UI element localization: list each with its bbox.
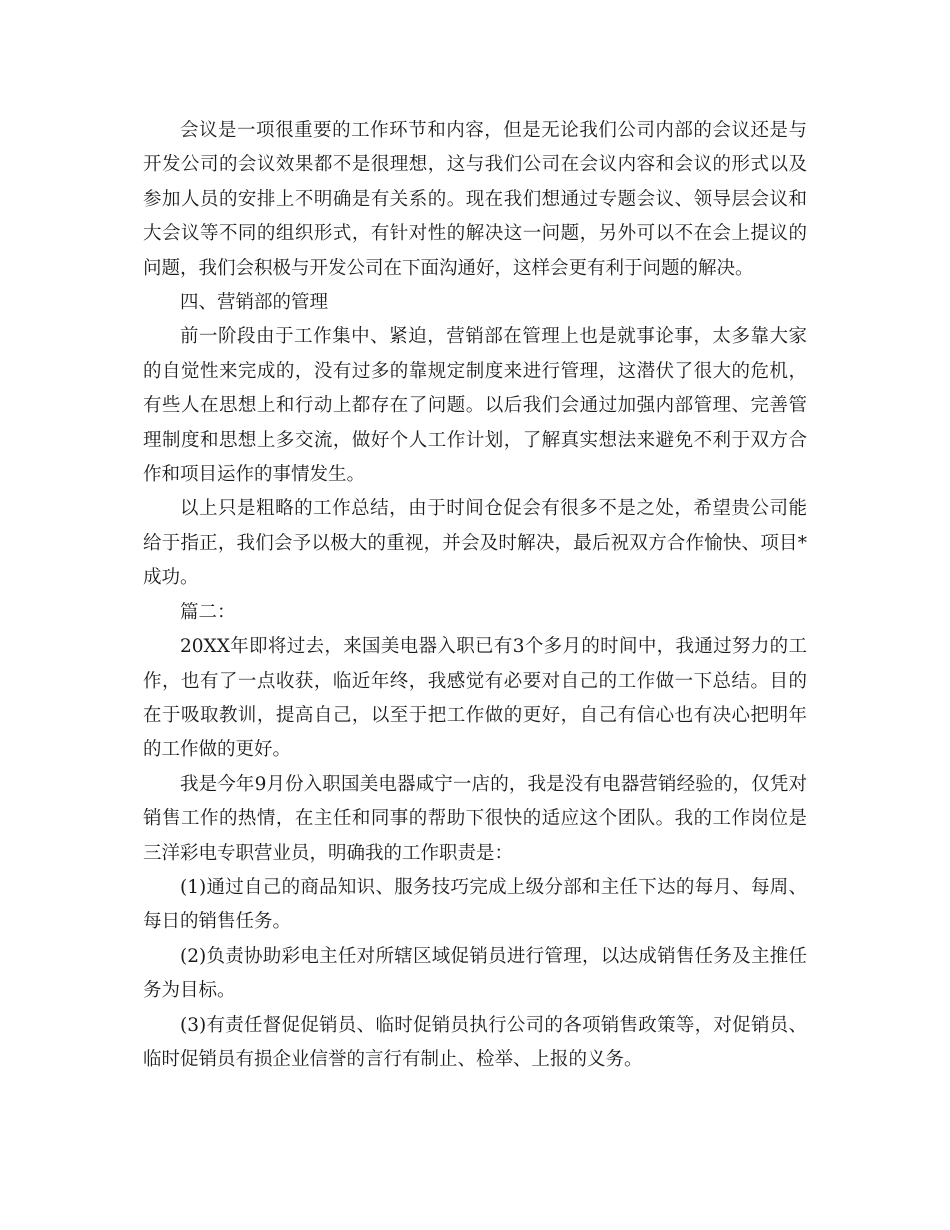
list-item-duty-1: (1)通过自己的商品知识、服务技巧完成上级分部和主任下达的每月、每周、每日的销售任务。	[143, 876, 807, 933]
paragraph-summary-closing: 以上只是粗略的工作总结，由于时间仓促会有很多不是之处，希望贵公司能给于指正，我们会予以极大的重视，并会及时解决，最后祝双方合作愉快、项目*成功。	[143, 498, 807, 589]
paragraph-year-intro: 20XX年即将过去，来国美电器入职已有3个多月的时间中，我通过努力的工作，也有了一点收获，临近年终，我感觉有必要对自己的工作做一下总结。目的在于吸取教训，提高自己，以至于把工作做的更好，自己有信心也有决心把明年的工作做的更好。	[143, 636, 807, 761]
list-item-duty-2: (2)负责协助彩电主任对所辖区域促销员进行管理，以达成销售任务及主推任务为目标。	[143, 945, 807, 1002]
document-body	[143, 114, 807, 1077]
paragraph-job-role: 我是今年9月份入职国美电器咸宁一店的，我是没有电器营销经验的，仅凭对销售工作的热情，在主任和同事的帮助下很快的适应这个团队。我的工作岗位是三洋彩电专职营业员，明确我的工作职责是：	[143, 773, 807, 864]
paragraph-meetings: 会议是一项很重要的工作环节和内容，但是无论我们公司内部的会议还是与开发公司的会议效果都不是很理想，这与我们公司在会议内容和会议的形式以及参加人员的安排上不明确是有关系的。现在我们想通过专题会议、领导层会议和大会议等不同的组织形式，有针对性的解决这一问题，另外可以不在会上提议的问题，我们会积极与开发公司在下面沟通好，这样会更有利于问题的解决。	[143, 120, 807, 279]
section-heading-sales-management: 四、营销部的管理	[180, 292, 329, 314]
section-heading-part-two: 篇二：	[180, 601, 236, 623]
list-item-duty-3: (3)有责任督促促销员、临时促销员执行公司的各项销售政策等，对促销员、临时促销员有损企业信誉的言行有制止、检举、上报的义务。	[143, 1014, 807, 1070]
paragraph-sales-management: 前一阶段由于工作集中、紧迫，营销部在管理上也是就事论事，太多靠大家的自觉性来完成的，没有过多的靠规定制度来进行管理，这潜伏了很大的危机，有些人在思想上和行动上都存在了问题。以后我们会通过加强内部管理、完善管理制度和思想上多交流，做好个人工作计划，了解真实想法来避免不利于双方合作和项目运作的事情发生。	[143, 326, 807, 486]
